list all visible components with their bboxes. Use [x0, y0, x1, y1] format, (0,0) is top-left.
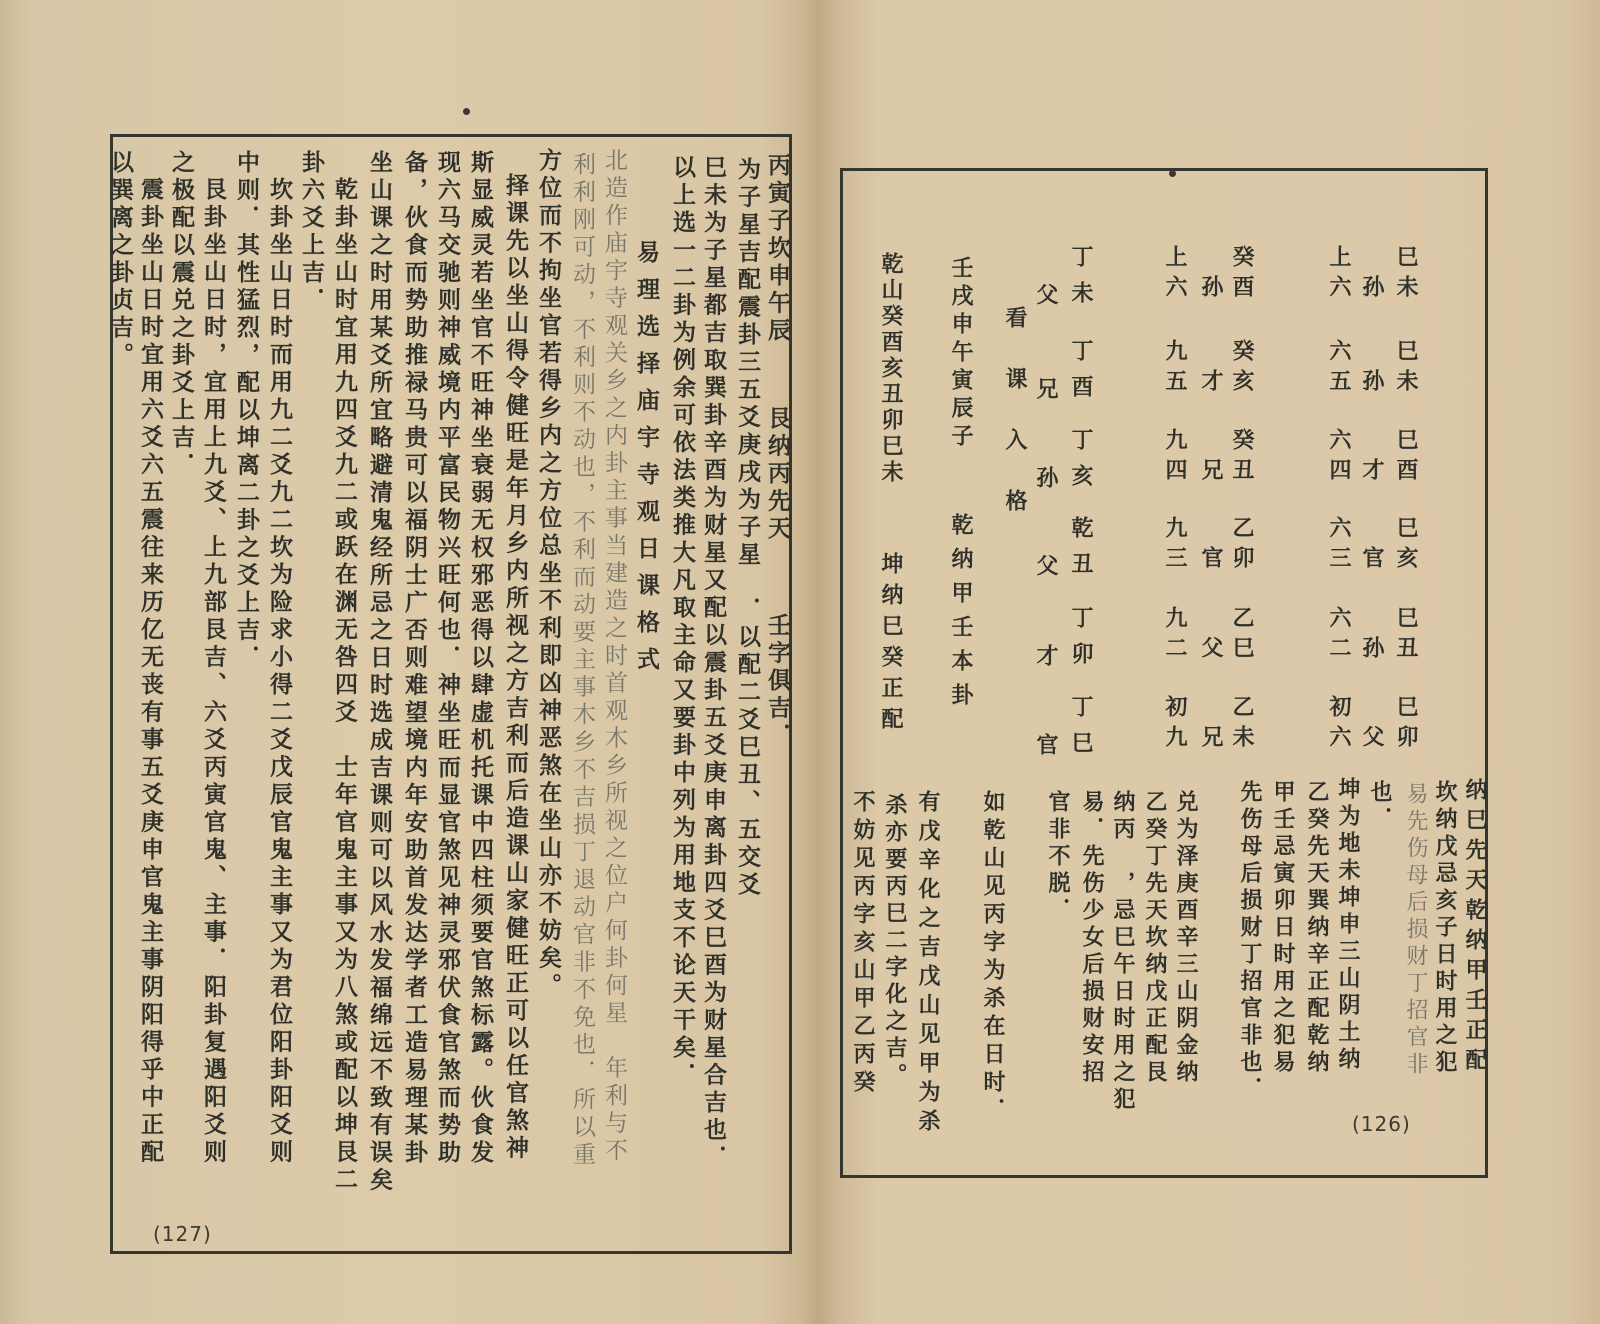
table-cell-relation: 父	[1198, 636, 1224, 666]
table-cell-branch: 癸丑	[1229, 428, 1255, 488]
text-column: 杀亦要丙巳二字化之吉。	[882, 793, 908, 1090]
table-cell-relation: 兄	[1198, 458, 1224, 488]
table-cell-relation: 孙	[1359, 636, 1385, 666]
text-column: 不妨见丙字亥山甲乙丙癸	[850, 790, 876, 1098]
table-cell-branch: 乾丑	[1068, 516, 1094, 588]
table-cell-relation: 兄	[1033, 377, 1059, 407]
table-cell-relation: 才	[1359, 458, 1385, 488]
text-column: 纳巳先天乾纳甲壬正配	[1462, 778, 1488, 1078]
table-cell-line: 初九	[1162, 695, 1188, 755]
table-cell-line: 九四	[1162, 428, 1188, 488]
ink-dot	[463, 108, 470, 115]
table-cell-relation: 孙	[1359, 275, 1385, 305]
heading-part: 丙寅子坎申午辰	[764, 153, 791, 346]
table-cell-branch: 巳亥	[1393, 516, 1419, 576]
table-cell-line: 初六	[1326, 695, 1352, 755]
text-column: 方位而不拘坐官若得乡内之方位总坐不利即凶神恶煞在坐山亦不妨矣。	[535, 148, 562, 1001]
heading-part: 壬字俱吉．	[764, 613, 791, 751]
table-cell-relation: 才	[1198, 369, 1224, 399]
text-column: 有戊辛化之吉戊山见甲为杀	[915, 790, 941, 1138]
text-column: 乙癸丁先天坎纳戊正配艮	[1142, 790, 1168, 1087]
text-column: 乾纳甲壬本卦	[948, 513, 974, 717]
text-column: 以上选一二卦为例余可依法类推大凡取主命又要卦中列为用地支不论天干矣．	[669, 155, 696, 1090]
table-cell-relation: 兄	[1198, 725, 1224, 755]
table-cell-branch: 癸酉	[1229, 245, 1255, 305]
page-number: (127)	[153, 1222, 212, 1246]
table-cell-line: 六五	[1326, 339, 1352, 399]
table-cell-relation: 父	[1359, 725, 1385, 755]
ink-dot	[1169, 170, 1176, 177]
table-cell-branch: 乙未	[1229, 695, 1255, 755]
heading-part: 艮纳丙先天	[764, 406, 791, 544]
table-cell-branch: 丁巳	[1068, 695, 1094, 767]
section-title: 看课入格	[1002, 306, 1028, 550]
text-column: 易先伤母后损财丁招官非	[1403, 782, 1428, 1079]
table-cell-branch: 乙卯	[1229, 516, 1255, 576]
table-cell-branch: 癸亥	[1229, 339, 1255, 399]
text-column: 备，伙食而势助推禄马贵可以福阴士广否则难望境内年安助首发达学者工造易理某卦	[401, 150, 428, 1168]
table-cell-branch: 巳酉	[1393, 428, 1419, 488]
text-column: 艮卦坐山日时，宜用上九爻、上九部艮吉、六爻丙寅官鬼、主事．阳卦复遇阳爻则	[200, 177, 227, 1167]
text-column: 择课先以坐山得令健旺是年月乡内所视之方吉利而后造课山家健旺正可以任官煞神	[502, 173, 529, 1163]
text-column: 为子星吉配震卦三五爻庚戌为子星 ．以配二爻巳丑、五交爻	[734, 157, 761, 900]
table-cell-line: 九三	[1162, 516, 1188, 576]
table-cell-branch: 丁酉	[1068, 339, 1094, 411]
table-cell-branch: 丁亥	[1068, 428, 1094, 500]
text-column: 现六马交驰则神威境内平富民物兴旺何也．神坐旺而显官煞见神灵邪伏食官煞而势助	[434, 150, 461, 1168]
text-column: 乾山癸酉亥丑卯巳未	[878, 252, 904, 486]
table-cell-branch: 乙巳	[1229, 606, 1255, 666]
table-cell-relation: 孙	[1033, 466, 1059, 496]
table-cell-line: 上六	[1326, 245, 1352, 305]
table-cell-line: 上六	[1162, 245, 1188, 305]
table-cell-relation: 父	[1033, 283, 1059, 313]
text-column: 卦六爻上吉．	[298, 150, 325, 315]
table-cell-line: 六三	[1326, 516, 1352, 576]
text-column: 之极配以震兑之卦爻上吉．	[168, 150, 195, 480]
text-column: 壬戌申午寅辰子	[948, 256, 974, 452]
table-cell-relation: 官	[1033, 733, 1059, 763]
text-column: 甲壬忌寅卯日时用之犯易	[1270, 780, 1296, 1077]
table-cell-branch: 巳丑	[1393, 606, 1419, 666]
text-column: 兑为泽庚酉辛三山阴金纳	[1173, 790, 1199, 1087]
page-number: (126)	[1352, 1112, 1411, 1136]
section-title: 易理选择庙宇寺观日课格式	[633, 240, 660, 684]
table-cell-branch: 丁卯	[1068, 606, 1094, 678]
table-cell-relation: 孙	[1359, 369, 1385, 399]
table-cell-relation: 孙	[1198, 275, 1224, 305]
text-column: 乙癸先天巽纳辛正配乾纳	[1304, 780, 1330, 1077]
text-column: 如乾山见丙字为杀在日时．	[980, 790, 1006, 1126]
text-column: 斯显威灵若坐官不旺神坐衰弱无权邪恶得以肆虚机托课中四柱须要官煞标露。伙食发	[467, 150, 494, 1168]
table-cell-relation: 才	[1033, 644, 1059, 674]
table-cell-branch: 丁未	[1068, 245, 1094, 317]
table-cell-branch: 巳未	[1393, 245, 1419, 305]
table-cell-relation: 官	[1359, 546, 1385, 576]
table-cell-line: 九二	[1162, 606, 1188, 666]
table-cell-relation: 官	[1198, 546, 1224, 576]
table-cell-branch: 巳卯	[1393, 695, 1419, 755]
table-cell-line: 九五	[1162, 339, 1188, 399]
text-column: 坎纳戊忌亥子日时用之犯	[1432, 780, 1458, 1077]
text-column: 官非不脱．	[1045, 790, 1071, 925]
text-column: 利利刚可动，不利则不动也，不利而动要主事木乡不吉损丁退动官非不免也．所以重	[569, 152, 595, 1170]
table-cell-line: 六四	[1326, 428, 1352, 488]
table-cell-line: 六二	[1326, 606, 1352, 666]
text-column: 坤为地未坤申三山阴土纳	[1335, 777, 1361, 1074]
text-column: 先伤母后损财丁招官非也．	[1237, 780, 1263, 1104]
text-column: 乾卦坐山时宜用九四爻九二或跃在渊无咎四爻 士年官鬼主事又为八煞或配以坤艮二	[331, 177, 358, 1195]
text-column: 纳丙 ，忌巳午日时用之犯	[1110, 790, 1136, 1114]
text-column: 坎卦坐山日时而用九二爻九二坎为险求小得二爻戊辰官鬼主事又为君位阳卦阳爻则	[266, 177, 293, 1167]
text-column: 以巽离之卦贞吉。	[107, 150, 134, 370]
text-column: 坐山课之时用某爻所宜略避清鬼经所忌之日时选成吉课则可以风水发福绵远不致有误矣	[366, 150, 393, 1195]
text-column: 北造作庙宇寺观关乡之内卦主事当建造之时首观木乡所视之位户何卦何星 年利与不	[601, 148, 627, 1166]
text-column: 震卦坐山日时宜用六爻六五震往来历亿无丧有事五爻庚申官鬼主事阴阳得乎中正配	[137, 177, 164, 1167]
text-column: 易．先伤少女后损财安招	[1079, 790, 1105, 1087]
text-column: 巳未为子星都吉取巽卦辛酉为财星又配以震卦五爻庚申离卦四爻巳酉为财星合吉也．	[700, 155, 727, 1173]
table-cell-relation: 父	[1033, 554, 1059, 584]
text-column: 坤纳巳癸正配	[878, 552, 904, 738]
table-cell-branch: 巳未	[1393, 339, 1419, 399]
text-column: 也．	[1367, 780, 1393, 834]
text-column: 中则．其性猛烈，配以坤离二卦之爻上吉．	[233, 150, 260, 673]
